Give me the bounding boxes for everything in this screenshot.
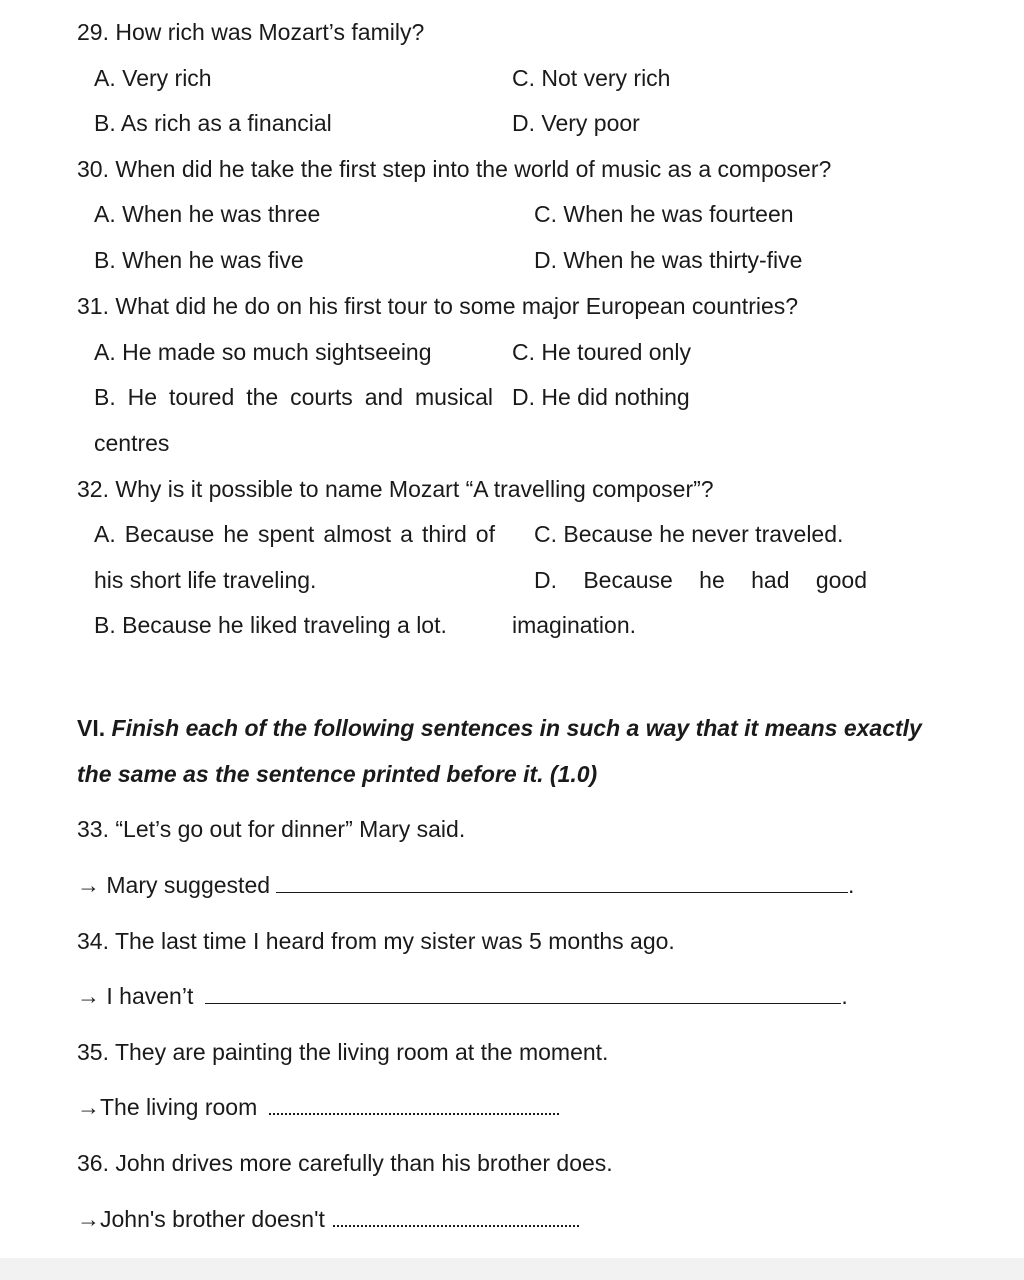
question-34: 34. The last time I heard from my sister was 5 months ago. [77, 928, 675, 954]
q31-option-a: A. He made so much sightseeing [94, 339, 432, 365]
q31-option-d: D. He did nothing [512, 384, 690, 410]
q31-option-b-line1: B. He toured the courts and musical [94, 384, 493, 410]
q32-option-b: B. Because he liked traveling a lot. [94, 612, 447, 638]
q35-answer-line [77, 1093, 559, 1121]
q30-option-d: D. When he was thirty-five [534, 247, 803, 273]
q33-answer-line [77, 871, 854, 899]
q34-answer-line [77, 982, 848, 1010]
q29-option-a: A. Very rich [94, 65, 212, 91]
question-35: 35. They are painting the living room at the moment. [77, 1039, 609, 1065]
q32-option-a-line2: his short life traveling. [94, 567, 317, 593]
question-32: 32. Why is it possible to name Mozart “A travelling composer”? [77, 476, 714, 502]
q30-option-b: B. When he was five [94, 247, 304, 273]
q32-option-d-line1: D. Because he had good [534, 567, 867, 593]
q29-option-b: B. As rich as a financial [94, 110, 332, 136]
q36-answer-blank[interactable] [333, 1205, 579, 1227]
question-31: 31. What did he do on his first tour to some major European countries? [77, 293, 799, 319]
question-30: 30. When did he take the first step into the world of music as a composer? [77, 156, 832, 182]
q31-option-c: C. He toured only [512, 339, 691, 365]
section-instruction-line2: the same as the sentence printed before it. (1.0) [77, 761, 598, 787]
q29-option-c: C. Not very rich [512, 65, 671, 91]
question-33: 33. “Let’s go out for dinner” Mary said. [77, 816, 466, 842]
q30-option-c: C. When he was fourteen [534, 201, 794, 227]
q35-answer-blank[interactable] [269, 1093, 559, 1115]
question-36: 36. John drives more carefully than his brother does. [77, 1150, 613, 1176]
q33-answer-start: → Mary suggested [77, 872, 271, 898]
section-heading [77, 714, 922, 742]
question-29: 29. How rich was Mozart’s family? [77, 19, 425, 45]
q36-answer-start: →John's brother doesn't [77, 1206, 325, 1232]
q33-answer-blank[interactable] [276, 872, 848, 893]
section-number: VI. [77, 715, 106, 741]
q32-option-a-line1: A. Because he spent almost a third of [94, 521, 495, 547]
q29-option-d: D. Very poor [512, 110, 640, 136]
page-bottom-band [0, 1258, 1024, 1280]
q30-option-a: A. When he was three [94, 201, 321, 227]
section-instruction-line1: Finish each of the following sentences in such a way that it means exactly [111, 715, 922, 741]
q31-option-b-line2: centres [94, 430, 170, 456]
q32-option-c: C. Because he never traveled. [534, 521, 844, 547]
q34-answer-start: → I haven’t [77, 983, 194, 1009]
q32-option-d-line2: imagination. [512, 612, 637, 638]
q35-answer-start: →The living room [77, 1094, 258, 1120]
q34-answer-end: . [841, 983, 848, 1009]
q34-answer-blank[interactable] [205, 983, 841, 1004]
q36-answer-line [77, 1205, 579, 1233]
q33-answer-end: . [848, 872, 855, 898]
